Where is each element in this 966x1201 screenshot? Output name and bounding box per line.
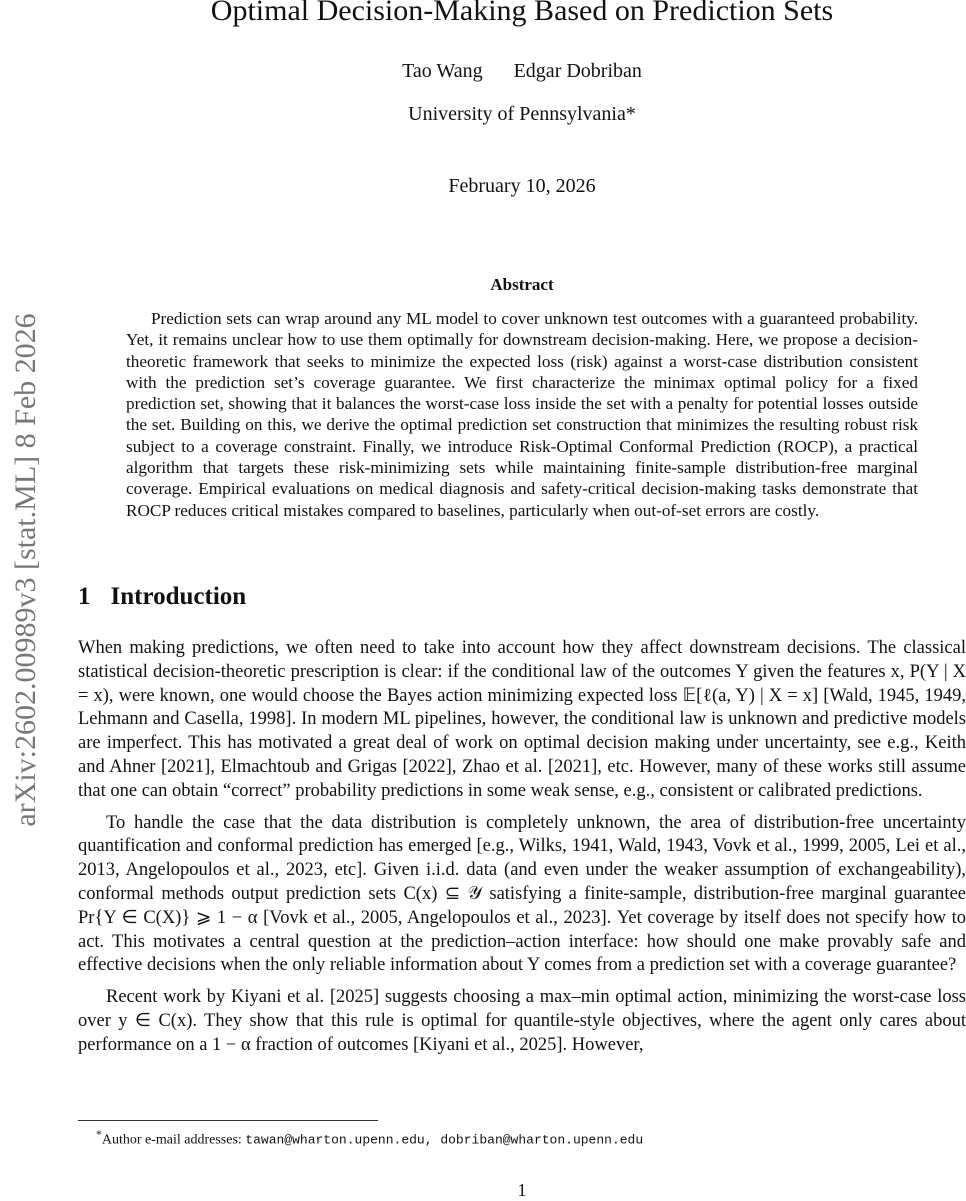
author-name: Edgar Dobriban — [513, 60, 642, 82]
footnote-marker: * — [96, 1128, 102, 1141]
arxiv-identifier: arXiv:2602.00989v3 [stat.ML] 8 Feb 2026 — [9, 313, 42, 827]
footnote-emails: tawan@wharton.upenn.edu, dobriban@wharton.upenn.edu — [245, 1132, 644, 1148]
affiliation: University of Pennsylvania* — [408, 103, 636, 125]
paragraph: To handle the case that the data distribution is completely unknown, the area of distribution-free uncertainty quantification and conformal prediction has emerged [e.g., Wilks, 1941, Wald, 1943, Vovk et al., 1999, 2005, Lei et al., 2013, Angelopoulos et al., 2023, etc]. Given i.i.d. data (and even under the weaker assumption of exchangeability), conformal methods output prediction sets C(x) ⊆ 𝒴 satisfying a finite-sample, distribution-free marginal guarantee Pr{Y ∈ C(X)} ⩾ 1 − α [Vovk et al., 2005, Angelopoulos et al., 2023]. Yet coverage by itself does not specify how to act. This motivates a central question at the prediction–action interface: how should one make provably safe and effective decisions when the only reliable information about Y comes from a prediction set with a coverage guarantee? — [78, 812, 966, 976]
author-name: Tao Wang — [402, 60, 483, 82]
footnote-label: Author e-mail addresses: — [101, 1132, 246, 1148]
author-list — [80, 60, 964, 83]
section-title: Introduction — [110, 583, 247, 610]
paper-title: Optimal Decision-Making Based on Prediction Sets — [210, 0, 834, 27]
page-number: 1 — [517, 1180, 527, 1200]
body-text — [78, 637, 966, 1066]
footnote-rule — [78, 1120, 378, 1121]
section-number: 1 — [78, 583, 91, 610]
abstract-heading: Abstract — [490, 275, 554, 294]
section-heading — [78, 583, 246, 611]
paragraph: When making predictions, we often need to take into account how they affect downstream decisions. The classical statistical decision-theoretic prescription is clear: if the conditional law of the outcomes Y given the features x, P(Y | X = x), were known, one would choose the Bayes action minimizing expected loss 𝔼[ℓ(a, Y) | X = x] [Wald, 1945, 1949, Lehmann and Casella, 1998]. In modern ML pipelines, however, the conditional law is unknown and predictive models are imperfect. This has motivated a great deal of work on optimal decision making under uncertainty, see e.g., Keith and Ahner [2021], Elmachtoub and Grigas [2022], Zhao et al. [2021], etc. However, many of these works still assume that one can obtain “correct” probability predictions in some weak sense, e.g., consistent or calibrated predictions. — [78, 638, 966, 801]
paragraph: Recent work by Kiyani et al. [2025] suggests choosing a max–min optimal action, minimizing the worst-case loss over y ∈ C(x). They show that this rule is optimal for quantile-style objectives, where the agent only cares about performance on a 1 − α fraction of outcomes [Kiyani et al., 2025]. However, — [78, 987, 966, 1055]
paper-date: February 10, 2026 — [448, 175, 596, 197]
abstract-text: Prediction sets can wrap around any ML model to cover unknown test outcomes with a guaranteed probability. Yet, it remains unclear how to use them optimally for downstream decision-making. Here, we propose a decision-theoretic framework that seeks to minimize the expected loss (risk) against a worst-case distribution consistent with the prediction set’s coverage guarantee. We first characterize the minimax optimal policy for a fixed prediction set, showing that it balances the worst-case loss inside the set with a penalty for potential losses outside the set. Building on this, we derive the optimal prediction set construction that minimizes the resulting robust risk subject to a coverage constraint. Finally, we introduce Risk-Optimal Conformal Prediction (ROCP), a practical algorithm that targets these risk-minimizing sets while maintaining finite-sample distribution-free marginal coverage. Empirical evaluations on medical diagnosis and safety-critical decision-making tasks demonstrate that ROCP reduces critical mistakes compared to baselines, particularly when out-of-set errors are costly. — [126, 309, 918, 520]
footnote — [96, 1128, 643, 1149]
